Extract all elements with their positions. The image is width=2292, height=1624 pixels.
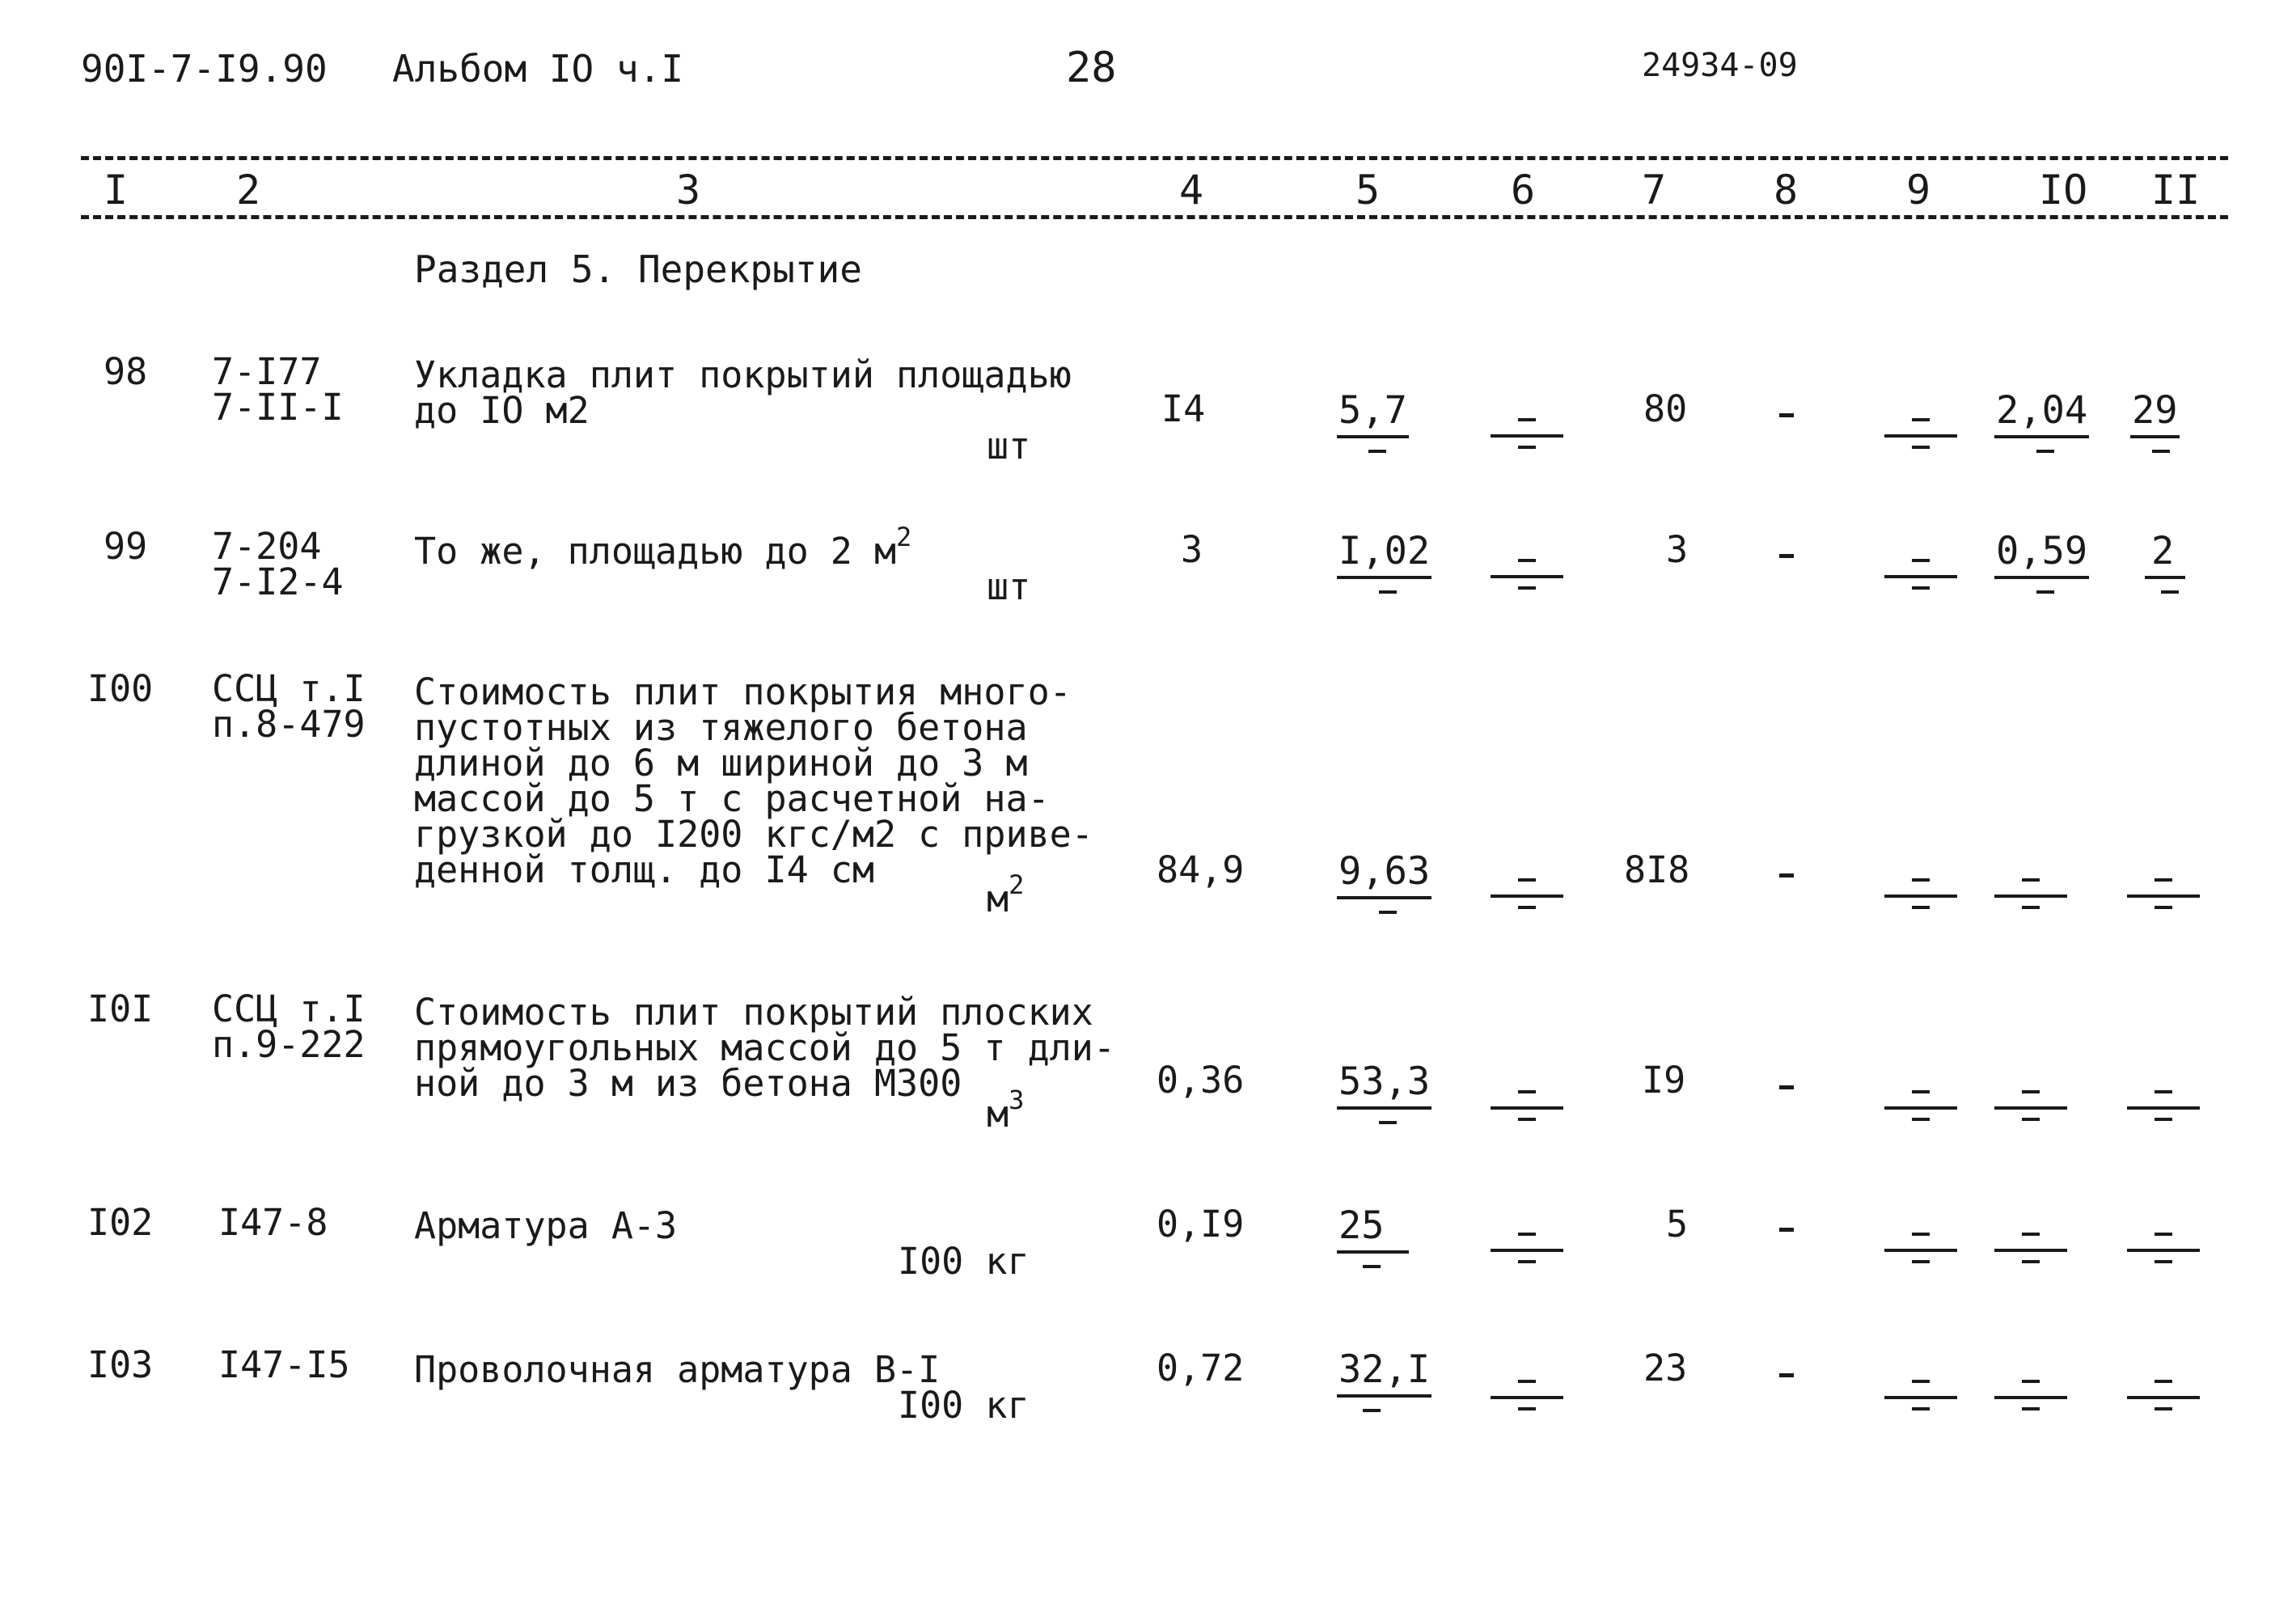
labor-value: 2,04 [1996, 388, 2087, 433]
total-cost: I9 [1642, 1059, 1686, 1102]
row-number: 98 [104, 350, 148, 393]
dash-mark [1779, 1085, 1794, 1089]
dash-over-dash [1491, 1233, 1563, 1265]
norm-code-line: п.8-479 [212, 703, 366, 746]
column-number-1: I [104, 167, 129, 214]
unit-cost: 9,63 [1338, 849, 1430, 894]
column-number-2: 2 [236, 167, 261, 214]
dash-mark [1779, 1373, 1794, 1377]
norm-code-line: I47-I5 [218, 1343, 350, 1386]
dash-mark [1779, 413, 1794, 417]
dash-over-dash [1884, 559, 1957, 591]
dash-over-dash [1884, 1233, 1957, 1265]
unit-label: I00 кг [898, 1384, 1030, 1427]
document-code: 90I-7-I9.90 [81, 47, 328, 91]
description-line: ной до 3 м из бетона М300 [414, 1062, 962, 1105]
description-line: То же, площадью до 2 $м^2$ [414, 522, 912, 573]
dash-over-dash [1491, 878, 1563, 911]
description-line: Арматура А-3 [414, 1204, 678, 1247]
description-line: Стоимость плит покрытий плоских [414, 991, 1093, 1034]
row-number: I03 [87, 1343, 154, 1386]
norm-code-line: 7-204 [212, 525, 322, 568]
dash-mark [1779, 554, 1794, 558]
column-number-7: 7 [1642, 167, 1667, 214]
unit-label: $м^3$ [987, 1085, 1025, 1136]
dash-over-dash [1884, 1380, 1957, 1412]
description-line: длиной до 6 м шириной до 3 м [414, 742, 1028, 785]
column-number-11: II [2151, 167, 2201, 214]
dash-over-dash [2127, 1090, 2200, 1123]
description-line: Проволочная арматура В-I [414, 1348, 941, 1391]
dash-over-dash [1491, 418, 1563, 450]
column-number-9: 9 [1906, 167, 1931, 214]
labor-value: 0,59 [1996, 529, 2087, 573]
labor-total: 2 [2151, 529, 2174, 573]
dash-over-dash [1884, 878, 1957, 911]
row-number: I02 [87, 1201, 154, 1244]
dash-over-dash [1491, 1090, 1563, 1123]
dash-mark [1779, 1228, 1794, 1232]
page-number: 28 [1066, 44, 1117, 92]
norm-code-line: I47-8 [218, 1201, 328, 1244]
dash-over-dash [2127, 1380, 2200, 1412]
labor-total: 29 [2132, 388, 2178, 433]
description-line: до IO м2 [414, 389, 590, 432]
norm-code-line: 7-I2-4 [212, 560, 344, 603]
unit-label: $м^2$ [987, 869, 1025, 920]
quantity: 0,36 [1157, 1059, 1245, 1102]
total-cost: 23 [1643, 1347, 1688, 1389]
column-number-8: 8 [1774, 167, 1799, 214]
total-cost: 5 [1666, 1203, 1689, 1245]
description-line: Стоимость плит покрытия много- [414, 670, 1072, 713]
unit-label: I00 кг [898, 1240, 1030, 1283]
dash-over-dash [1994, 878, 2067, 911]
unit-label: шт [987, 425, 1031, 467]
row-number: I00 [87, 667, 154, 710]
unit-cost: 5,7 [1338, 388, 1407, 433]
description-line: грузкой до I200 кгс/м2 с приве- [414, 813, 1093, 856]
column-number-10: IO [2039, 167, 2088, 214]
unit-cost: I,02 [1338, 529, 1430, 573]
dash-over-dash [1884, 418, 1957, 450]
dash-over-dash [1994, 1233, 2067, 1265]
norm-code-line: ССЦ т.I [212, 988, 366, 1030]
description-line: массой до 5 т с расчетной на- [414, 777, 1050, 820]
quantity: 0,72 [1157, 1347, 1245, 1389]
norm-code-line: п.9-222 [212, 1023, 366, 1066]
quantity: I4 [1161, 387, 1206, 430]
quantity: 3 [1181, 528, 1203, 571]
unit-label: шт [987, 565, 1031, 608]
dash-over-dash [1994, 1090, 2067, 1123]
column-number-3: 3 [676, 167, 701, 214]
section-title: Раздел 5. Перекрытие [414, 247, 862, 291]
quantity: 0,I9 [1157, 1203, 1245, 1245]
dash-over-dash [1491, 559, 1563, 591]
dash-over-dash [1884, 1090, 1957, 1123]
unit-cost: 53,3 [1338, 1059, 1430, 1104]
norm-code-line: 7-I77 [212, 350, 322, 393]
unit-cost: 25 [1338, 1203, 1385, 1248]
dash-over-dash [1994, 1380, 2067, 1412]
header-top-rule [81, 156, 2228, 160]
total-cost: 8I8 [1624, 848, 1690, 891]
description-line: прямоугольных массой до 5 т дли- [414, 1026, 1115, 1069]
total-cost: 80 [1643, 387, 1688, 430]
norm-code-line: 7-II-I [212, 386, 344, 429]
album-label: Альбом IO ч.I [392, 47, 684, 91]
row-number: I0I [87, 988, 154, 1030]
row-number: 99 [104, 525, 148, 568]
unit-cost: 32,I [1338, 1347, 1430, 1392]
quantity: 84,9 [1157, 848, 1245, 891]
description-line: Укладка плит покрытий площадью [414, 353, 1072, 396]
norm-code-line: ССЦ т.I [212, 667, 366, 710]
column-number-5: 5 [1355, 167, 1381, 214]
header-bottom-rule [81, 215, 2228, 219]
column-number-4: 4 [1179, 167, 1204, 214]
registration-number: 24934-09 [1642, 47, 1798, 84]
dash-over-dash [1491, 1380, 1563, 1412]
column-number-6: 6 [1511, 167, 1536, 214]
description-line: денной толщ. до I4 см [414, 848, 874, 891]
total-cost: 3 [1666, 528, 1689, 571]
description-line: пустотных из тяжелого бетона [414, 706, 1028, 749]
dash-over-dash [2127, 1233, 2200, 1265]
dash-mark [1779, 873, 1794, 878]
dash-over-dash [2127, 878, 2200, 911]
